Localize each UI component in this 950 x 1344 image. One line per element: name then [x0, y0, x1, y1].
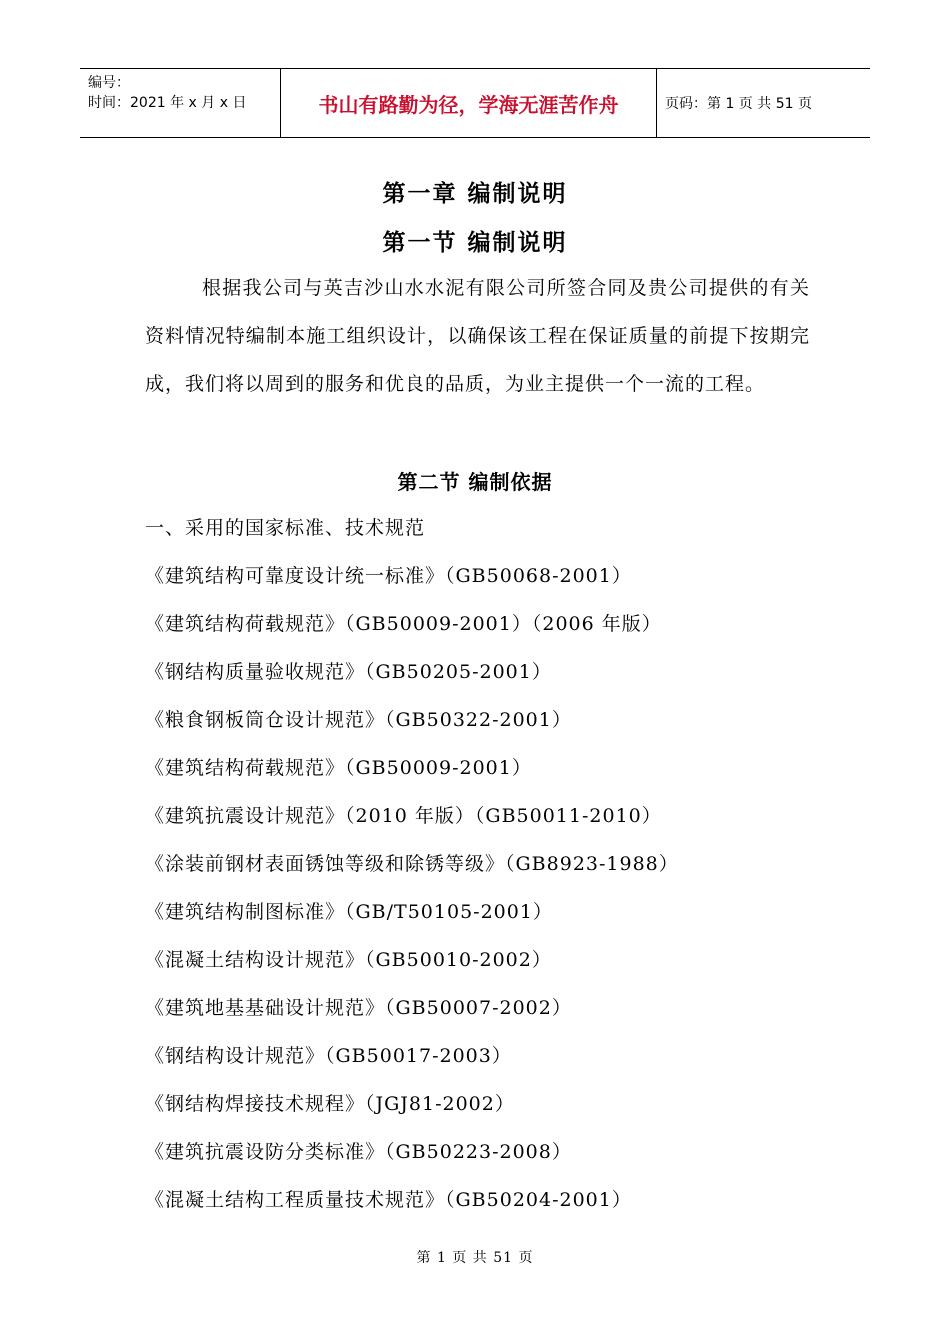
- header-page-info: 页码：第 1 页 共 51 页: [665, 96, 812, 112]
- standard-item: 《建筑抗震设防分类标准》（GB50223-2008）: [145, 1141, 572, 1163]
- section-1-title: 第一节 编制说明: [382, 230, 568, 256]
- intro-paragraph: 根据我公司与英吉沙山水水泥有限公司所签合同及贵公司提供的有关资料情况特编制本施工组织设计，以确保该工程在保证质量的前提下按期完成，我们将以周到的服务和优良的品质，为业主提供一个一流的工程。: [145, 277, 810, 395]
- header-motto: 书山有路勤为径，学海无涯苦作舟: [280, 69, 657, 137]
- serial-number-label: 编号：: [88, 75, 130, 91]
- standard-item: 《钢结构设计规范》（GB50017-2003）: [145, 1045, 512, 1067]
- standard-item: 《建筑结构制图标准》（GB/T50105-2001）: [145, 901, 553, 923]
- standard-item: 《钢结构焊接技术规程》（JGJ81-2002）: [145, 1093, 515, 1115]
- standard-item: 《建筑结构可靠度设计统一标准》（GB50068-2001）: [145, 565, 632, 587]
- standard-item: 《建筑抗震设计规范》（2010 年版）（GB50011-2010）: [145, 805, 662, 827]
- header-meta: [80, 69, 280, 137]
- standard-item: 《建筑结构荷载规范》（GB50009-2001）（2006 年版）: [145, 613, 662, 635]
- page-header: [80, 68, 870, 138]
- standard-item: 《钢结构质量验收规范》（GB50205-2001）: [145, 661, 552, 683]
- standard-item: 《建筑结构荷载规范》（GB50009-2001）: [145, 757, 532, 779]
- standard-item: 《粮食钢板筒仓设计规范》（GB50322-2001）: [145, 709, 572, 731]
- section-2-title: 第二节 编制依据: [397, 470, 553, 494]
- standard-item: 《涂装前钢材表面锈蚀等级和除锈等级》（GB8923-1988）: [145, 853, 679, 875]
- standard-item: 《建筑地基基础设计规范》（GB50007-2002）: [145, 997, 572, 1019]
- standard-item: 《混凝土结构工程质量技术规范》（GB50204-2001）: [145, 1189, 632, 1211]
- chapter-title: 第一章 编制说明: [382, 181, 568, 207]
- page-footer: 第 1 页 共 51 页: [416, 1250, 534, 1266]
- standard-item: 《混凝土结构设计规范》（GB50010-2002）: [145, 949, 552, 971]
- list-heading: 一、采用的国家标准、技术规范: [145, 517, 426, 539]
- time-label: 时间：2021 年 x 月 x 日: [88, 95, 247, 111]
